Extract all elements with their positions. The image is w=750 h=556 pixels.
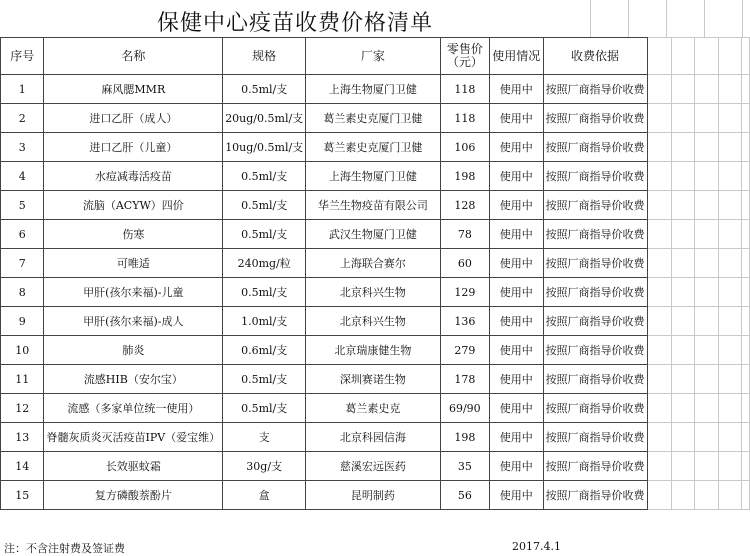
table-row	[1, 75, 750, 104]
cell-name: 甲肝(孩尔来福)-成人	[44, 307, 223, 336]
empty-cell	[718, 104, 741, 133]
cell-seq: 7	[1, 249, 44, 278]
empty-cell	[695, 278, 718, 307]
cell-basis: 按照厂商指导价收费	[543, 336, 647, 365]
empty-cell	[742, 336, 750, 365]
table-row	[1, 423, 750, 452]
cell-spec: 0.5ml/支	[223, 394, 306, 423]
cell-basis: 按照厂商指导价收费	[543, 104, 647, 133]
cell-spec: 30g/支	[223, 452, 306, 481]
cell-price: 198	[440, 162, 489, 191]
empty-cell	[672, 336, 695, 365]
cell-spec: 0.6ml/支	[223, 336, 306, 365]
empty-cell	[695, 452, 718, 481]
cell-name: 甲肝(孩尔来福)-儿童	[44, 278, 223, 307]
cell-name: 进口乙肝（儿童）	[44, 133, 223, 162]
header-spec: 规格	[223, 38, 306, 75]
empty-cell	[718, 452, 741, 481]
empty-cell	[672, 307, 695, 336]
cell-spec: 10ug/0.5ml/支	[223, 133, 306, 162]
cell-spec: 240mg/粒	[223, 249, 306, 278]
empty-cell	[672, 278, 695, 307]
header-price: 零售价（元）	[440, 38, 489, 75]
empty-cell	[695, 133, 718, 162]
empty-cell	[718, 394, 741, 423]
empty-cell	[647, 162, 671, 191]
date-stamp: 2017.4.1	[512, 540, 561, 553]
cell-price: 128	[440, 191, 489, 220]
cell-name: 脊髓灰质炎灭活疫苗IPV（爱宝维）	[44, 423, 223, 452]
empty-cell	[695, 365, 718, 394]
table-row	[1, 481, 750, 510]
cell-price: 198	[440, 423, 489, 452]
cell-seq: 3	[1, 133, 44, 162]
cell-basis: 按照厂商指导价收费	[543, 423, 647, 452]
header-row	[1, 38, 750, 75]
cell-seq: 10	[1, 336, 44, 365]
table-row	[1, 133, 750, 162]
empty-cell	[647, 249, 671, 278]
cell-status: 使用中	[490, 133, 544, 162]
empty-cell	[718, 278, 741, 307]
empty-cell	[742, 38, 750, 75]
cell-price: 129	[440, 278, 489, 307]
empty-cell	[695, 75, 718, 104]
cell-spec: 0.5ml/支	[223, 162, 306, 191]
cell-seq: 9	[1, 307, 44, 336]
cell-maker: 武汉生物厦门卫健	[306, 220, 440, 249]
cell-seq: 1	[1, 75, 44, 104]
document-title: 保健中心疫苗收费价格清单	[156, 11, 433, 36]
empty-cell	[718, 365, 741, 394]
cell-maker: 华兰生物疫苗有限公司	[306, 191, 440, 220]
table-row	[1, 452, 750, 481]
empty-cell	[695, 249, 718, 278]
cell-maker: 上海生物厦门卫健	[306, 75, 440, 104]
cell-price: 106	[440, 133, 489, 162]
cell-seq: 8	[1, 278, 44, 307]
table-row	[1, 336, 750, 365]
empty-cell	[695, 104, 718, 133]
empty-cell	[742, 75, 750, 104]
cell-basis: 按照厂商指导价收费	[543, 249, 647, 278]
empty-cell	[647, 423, 671, 452]
empty-cell	[695, 162, 718, 191]
empty-cell	[718, 307, 741, 336]
empty-cell	[672, 481, 695, 510]
cell-basis: 按照厂商指导价收费	[543, 191, 647, 220]
empty-cell	[647, 75, 671, 104]
empty-cell	[695, 423, 718, 452]
cell-seq: 4	[1, 162, 44, 191]
empty-cell	[672, 365, 695, 394]
empty-cell	[695, 481, 718, 510]
empty-cell	[742, 278, 750, 307]
cell-maker: 北京科兴生物	[306, 278, 440, 307]
cell-price: 118	[440, 104, 489, 133]
empty-cell	[695, 191, 718, 220]
empty-cell	[742, 365, 750, 394]
cell-name: 长效驱蚊霜	[44, 452, 223, 481]
cell-price: 56	[440, 481, 489, 510]
cell-name: 伤寒	[44, 220, 223, 249]
empty-cell	[672, 191, 695, 220]
empty-cell	[695, 307, 718, 336]
empty-cell	[742, 133, 750, 162]
cell-maker: 葛兰素史克厦门卫健	[306, 104, 440, 133]
cell-basis: 按照厂商指导价收费	[543, 394, 647, 423]
cell-name: 麻风腮MMR	[44, 75, 223, 104]
table-row	[1, 394, 750, 423]
empty-cell	[718, 336, 741, 365]
empty-cell	[647, 394, 671, 423]
cell-name: 流感HIB（安尔宝）	[44, 365, 223, 394]
cell-name: 复方磷酸萘酚片	[44, 481, 223, 510]
cell-status: 使用中	[490, 220, 544, 249]
cell-seq: 15	[1, 481, 44, 510]
cell-basis: 按照厂商指导价收费	[543, 278, 647, 307]
cell-name: 肺炎	[44, 336, 223, 365]
cell-name: 水痘减毒活疫苗	[44, 162, 223, 191]
table-row	[1, 220, 750, 249]
header-status: 使用情况	[490, 38, 544, 75]
price-table	[0, 37, 750, 510]
cell-basis: 按照厂商指导价收费	[543, 481, 647, 510]
empty-cell	[647, 104, 671, 133]
cell-spec: 0.5ml/支	[223, 220, 306, 249]
cell-price: 136	[440, 307, 489, 336]
empty-cell	[695, 220, 718, 249]
cell-name: 进口乙肝（成人）	[44, 104, 223, 133]
empty-cell	[742, 220, 750, 249]
empty-cell	[647, 278, 671, 307]
cell-seq: 13	[1, 423, 44, 452]
cell-name: 流感（多家单位统一使用）	[44, 394, 223, 423]
cell-seq: 6	[1, 220, 44, 249]
cell-price: 279	[440, 336, 489, 365]
header-seq: 序号	[1, 38, 44, 75]
cell-spec: 盒	[223, 481, 306, 510]
cell-status: 使用中	[490, 307, 544, 336]
empty-cell	[742, 104, 750, 133]
empty-cell	[672, 423, 695, 452]
empty-cell	[742, 423, 750, 452]
empty-cell	[647, 336, 671, 365]
cell-seq: 14	[1, 452, 44, 481]
empty-cell	[672, 452, 695, 481]
empty-cell	[672, 38, 695, 75]
empty-cell	[672, 75, 695, 104]
cell-basis: 按照厂商指导价收费	[543, 133, 647, 162]
cell-seq: 5	[1, 191, 44, 220]
cell-maker: 北京瑞康健生物	[306, 336, 440, 365]
cell-maker: 上海生物厦门卫健	[306, 162, 440, 191]
empty-cell	[695, 38, 718, 75]
cell-status: 使用中	[490, 191, 544, 220]
empty-cell	[695, 336, 718, 365]
empty-cell	[718, 191, 741, 220]
cell-status: 使用中	[490, 481, 544, 510]
cell-maker: 葛兰素史克	[306, 394, 440, 423]
cell-status: 使用中	[490, 162, 544, 191]
empty-cell	[647, 307, 671, 336]
cell-seq: 12	[1, 394, 44, 423]
cell-maker: 上海联合赛尔	[306, 249, 440, 278]
empty-cell	[647, 220, 671, 249]
cell-status: 使用中	[490, 423, 544, 452]
cell-seq: 2	[1, 104, 44, 133]
cell-status: 使用中	[490, 394, 544, 423]
empty-cell	[695, 394, 718, 423]
empty-cell	[718, 75, 741, 104]
cell-spec: 0.5ml/支	[223, 278, 306, 307]
empty-cell	[647, 365, 671, 394]
cell-price: 118	[440, 75, 489, 104]
empty-cell	[742, 191, 750, 220]
cell-price: 69/90	[440, 394, 489, 423]
cell-spec: 1.0ml/支	[223, 307, 306, 336]
table-row	[1, 162, 750, 191]
cell-status: 使用中	[490, 278, 544, 307]
empty-cell	[718, 162, 741, 191]
cell-spec: 20ug/0.5ml/支	[223, 104, 306, 133]
cell-basis: 按照厂商指导价收费	[543, 452, 647, 481]
header-maker: 厂家	[306, 38, 440, 75]
empty-cell	[647, 133, 671, 162]
cell-maker: 葛兰素史克厦门卫健	[306, 133, 440, 162]
cell-status: 使用中	[490, 75, 544, 104]
cell-price: 60	[440, 249, 489, 278]
cell-maker: 深圳赛诺生物	[306, 365, 440, 394]
empty-cell	[672, 394, 695, 423]
empty-cell	[672, 133, 695, 162]
cell-name: 流脑（ACYW）四价	[44, 191, 223, 220]
cell-status: 使用中	[490, 249, 544, 278]
empty-cell	[718, 249, 741, 278]
cell-basis: 按照厂商指导价收费	[543, 162, 647, 191]
cell-maker: 北京科园信海	[306, 423, 440, 452]
cell-price: 78	[440, 220, 489, 249]
cell-maker: 昆明制药	[306, 481, 440, 510]
empty-cell	[672, 249, 695, 278]
cell-basis: 按照厂商指导价收费	[543, 75, 647, 104]
cell-status: 使用中	[490, 365, 544, 394]
empty-cell	[718, 38, 741, 75]
cell-status: 使用中	[490, 452, 544, 481]
table-row	[1, 191, 750, 220]
empty-cell	[672, 104, 695, 133]
cell-seq: 11	[1, 365, 44, 394]
empty-cell	[742, 452, 750, 481]
header-name: 名称	[44, 38, 223, 75]
cell-price: 178	[440, 365, 489, 394]
empty-cell	[647, 481, 671, 510]
cell-name: 可唯适	[44, 249, 223, 278]
empty-cell	[718, 220, 741, 249]
empty-cell	[718, 481, 741, 510]
cell-spec: 支	[223, 423, 306, 452]
empty-cell	[742, 307, 750, 336]
cell-basis: 按照厂商指导价收费	[543, 365, 647, 394]
table-row	[1, 249, 750, 278]
cell-status: 使用中	[490, 104, 544, 133]
header-basis: 收费依据	[543, 38, 647, 75]
cell-maker: 慈溪宏远医药	[306, 452, 440, 481]
empty-cell	[672, 162, 695, 191]
empty-cell	[647, 452, 671, 481]
table-row	[1, 307, 750, 336]
empty-cell	[647, 38, 671, 75]
empty-cell	[742, 394, 750, 423]
empty-cell	[742, 162, 750, 191]
cell-status: 使用中	[490, 336, 544, 365]
cell-basis: 按照厂商指导价收费	[543, 307, 647, 336]
empty-cell	[672, 220, 695, 249]
cell-spec: 0.5ml/支	[223, 191, 306, 220]
cell-spec: 0.5ml/支	[223, 75, 306, 104]
empty-cell	[647, 191, 671, 220]
table-row	[1, 278, 750, 307]
cell-maker: 北京科兴生物	[306, 307, 440, 336]
empty-cell	[718, 133, 741, 162]
cell-basis: 按照厂商指导价收费	[543, 220, 647, 249]
footnote: 注：不含注射费及签证费	[4, 542, 125, 555]
table-row	[1, 104, 750, 133]
empty-cell	[742, 481, 750, 510]
cell-spec: 0.5ml/支	[223, 365, 306, 394]
table-row	[1, 365, 750, 394]
empty-cell	[742, 249, 750, 278]
empty-cell	[718, 423, 741, 452]
cell-price: 35	[440, 452, 489, 481]
